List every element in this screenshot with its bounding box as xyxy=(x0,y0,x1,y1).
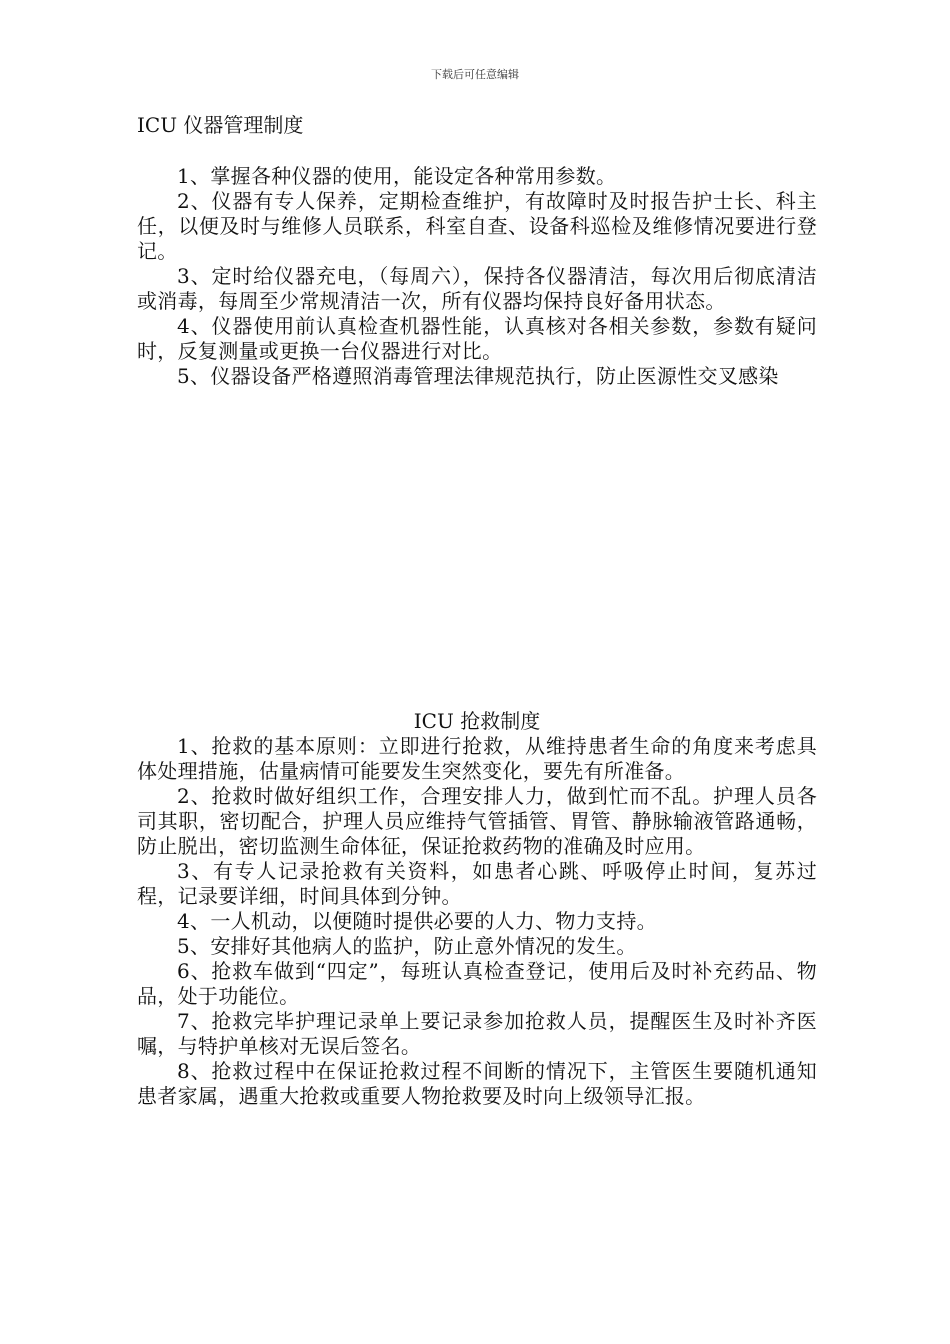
paragraph-item: 4、仪器使用前认真检查机器性能，认真核对各相关参数，参数有疑问时，反复测量或更换一台仪器进行对比。 xyxy=(137,314,817,363)
paragraph-item: 1、抢救的基本原则：立即进行抢救，从维持患者生命的角度来考虑具体处理措施，估量病情可能要发生突然变化，要先有所准备。 xyxy=(137,734,817,783)
paragraph-item: 2、抢救时做好组织工作，合理安排人力，做到忙而不乱。护理人员各司其职，密切配合，护理人员应维持气管插管、胃管、静脉输液管路通畅，防止脱出，密切监测生命体征，保证抢救药物的准确及时应用。 xyxy=(137,784,817,858)
section-title-equipment: ICU 仪器管理制度 xyxy=(137,113,304,137)
section-title-rescue: ICU 抢救制度 xyxy=(413,709,541,733)
paragraph-item: 1、掌握各种仪器的使用，能设定各种常用参数。 xyxy=(177,164,617,188)
paragraph-item: 2、仪器有专人保养，定期检查维护，有故障时及时报告护士长、科主任，以便及时与维修人员联系，科室自查、设备科巡检及维修情况要进行登记。 xyxy=(137,189,817,263)
paragraph-item: 8、抢救过程中在保证抢救过程不间断的情况下，主管医生要随机通知患者家属，遇重大抢救或重要人物抢救要及时向上级领导汇报。 xyxy=(137,1059,817,1108)
paragraph-item: 4、一人机动，以便随时提供必要的人力、物力支持。 xyxy=(177,909,657,933)
paragraph-item: 6、抢救车做到“四定”，每班认真检查登记，使用后及时补充药品、物品，处于功能位。 xyxy=(137,959,817,1008)
section-equipment-management xyxy=(137,112,817,389)
paragraph-item: 7、抢救完毕护理记录单上要记录参加抢救人员，提醒医生及时补齐医嘱，与特护单核对无误后签名。 xyxy=(137,1009,817,1058)
paragraph-item: 3、有专人记录抢救有关资料，如患者心跳、呼吸停止时间，复苏过程，记录要详细，时间具体到分钟。 xyxy=(137,859,817,908)
blank-line xyxy=(137,138,817,164)
header-note: 下载后可任意编辑 xyxy=(431,68,519,81)
paragraph-item: 5、仪器设备严格遵照消毒管理法律规范执行，防止医源性交叉感染 xyxy=(177,364,779,388)
paragraph-item: 3、定时给仪器充电，（每周六），保持各仪器清洁，每次用后彻底清洁或消毒，每周至少常规清洁一次，所有仪器均保持良好备用状态。 xyxy=(137,264,817,313)
section-rescue-system xyxy=(137,708,817,1109)
paragraph-item: 5、安排好其他病人的监护，防止意外情况的发生。 xyxy=(177,934,637,958)
